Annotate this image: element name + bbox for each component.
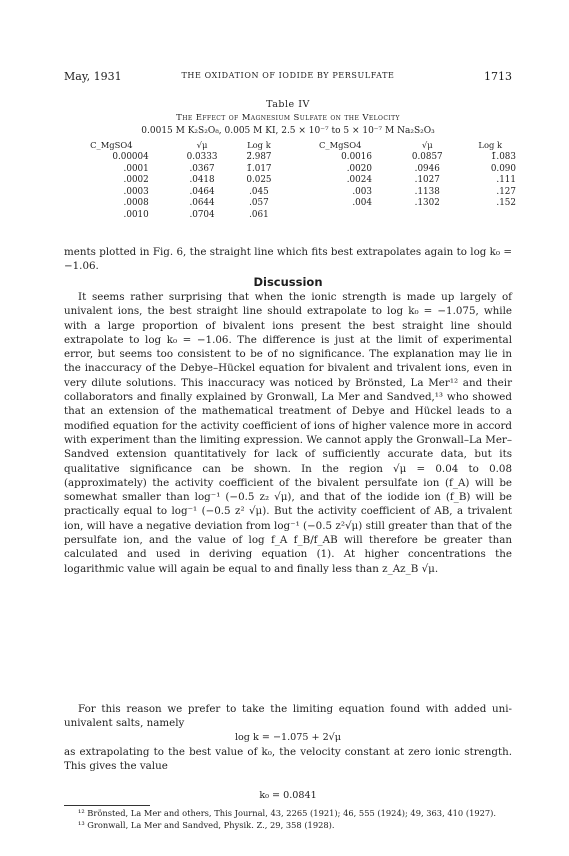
- col-header: √μ: [196, 140, 208, 151]
- table-cell: .0003: [123, 186, 149, 197]
- table-cell: .0001: [123, 163, 149, 174]
- table-row: [52, 164, 522, 176]
- table-cell: .0704: [189, 209, 215, 220]
- footnotes: [64, 808, 512, 832]
- table-cell: .0024: [346, 175, 372, 186]
- table-cell: .0010: [123, 209, 149, 220]
- table-cell: 0.00004: [112, 152, 149, 162]
- table-cell: [285, 210, 396, 222]
- table-cell: .057: [249, 198, 269, 209]
- table-cell: 2̄.987: [246, 152, 272, 162]
- table-label: Table IV: [266, 99, 310, 110]
- table-row: [52, 198, 522, 210]
- section-heading: Discussion: [253, 275, 323, 289]
- table-cell: .0418: [189, 175, 215, 186]
- col-header: C_MgSO4: [90, 140, 133, 151]
- table-cell: 0.0857: [411, 152, 443, 162]
- table-conditions: 0.0015 M K₂S₂O₈, 0.005 M KI, 2.5 × 10⁻⁷ to 5 × 10⁻⁷ M Na₂S₂O₃: [141, 126, 435, 136]
- equation-k0: k₀ = 0.0841: [259, 790, 317, 801]
- table-cell: .0644: [189, 198, 215, 209]
- table-cell: 0.025: [246, 175, 272, 186]
- table-cell: .0020: [346, 163, 372, 174]
- paragraph-continuation: ments plotted in Fig. 6, the straight line which fits best extrapolates again to log k₀ = −1.06.: [64, 246, 512, 273]
- table-cell: .0002: [123, 175, 149, 186]
- table-cell: .152: [496, 198, 516, 209]
- header-title: THE OXIDATION OF IODIDE BY PERSULFATE: [181, 71, 395, 80]
- table-cell: .0008: [123, 198, 149, 209]
- table-cell: .1138: [414, 186, 440, 197]
- table-row: [52, 210, 522, 222]
- col-header: √μ: [421, 140, 433, 151]
- data-table: [52, 140, 522, 222]
- col-header: Log k: [478, 140, 503, 151]
- table-row: [52, 187, 522, 199]
- paragraph-limiting-equation: For this reason we prefer to take the limiting equation found with added uni-univalent salts, namely: [64, 703, 512, 730]
- page-number: 1713: [484, 70, 512, 83]
- paragraph-extrapolation: as extrapolating to the best value of k₀, the velocity constant at zero ionic strength. This gives the value: [64, 746, 512, 773]
- equation-log-k: log k = −1.075 + 2√μ: [234, 732, 342, 743]
- table-cell: .127: [496, 186, 516, 197]
- table-cell: .061: [249, 209, 269, 220]
- table-cell: 1̄.083: [490, 152, 516, 162]
- table-cell: .0367: [189, 163, 215, 174]
- running-header: [64, 70, 512, 84]
- table-cell: .004: [352, 198, 372, 209]
- table-cell: 1̄.017: [246, 163, 272, 174]
- table-header-row: [52, 140, 522, 152]
- col-header: C_MgSO4: [319, 140, 362, 151]
- table-row: [52, 175, 522, 187]
- table-cell: 0.0016: [341, 152, 372, 162]
- table-cell: .1302: [414, 198, 440, 209]
- table-cell: [459, 210, 522, 222]
- table-cell: 0.0333: [186, 152, 218, 162]
- footnote-12: ¹² Brönsted, La Mer and others, This Journal, 43, 2265 (1921); 46, 555 (1924); 49, 363, 410 (1927).: [78, 808, 497, 818]
- table-cell: .1027: [414, 175, 440, 186]
- table-cell: .045: [249, 186, 269, 197]
- table-cell: .0946: [414, 163, 440, 174]
- table-cell: .111: [496, 175, 516, 186]
- footnote-rule: [64, 805, 150, 806]
- table-cell: .003: [352, 186, 372, 197]
- table-title: The Effect of Magnesium Sulfate on the Velocity: [176, 113, 400, 123]
- table-cell: .0464: [189, 186, 215, 197]
- table-row: [52, 152, 522, 164]
- header-date: May, 1931: [64, 70, 122, 83]
- table-cell: [396, 210, 459, 222]
- footnote-13: ¹³ Gronwall, La Mer and Sandved, Physik. Z., 29, 358 (1928).: [78, 819, 335, 830]
- col-header: Log k: [247, 140, 271, 151]
- table-cell: 0.090: [490, 163, 516, 174]
- paragraph-discussion: It seems rather surprising that when the ionic strength is made up largely of univalent ions, the best straight line should extrapolate to log k₀ = −1.075, while with a large proportion of bivalent ions present the best straight line should extrapolate to log k₀ = −1.06. The difference is just at the limit of experimental error, but seems too consistent to be of no significance. The explanation may lie in the inaccuracy of the Debye–Hückel equation for bivalent and trivalent ions, even in very dilute solutions. This inaccuracy was noticed by Brönsted, La Mer¹² and their collaborators and finally explained by Gronwall, La Mer and Sandved,¹³ who showed that an extension of the mathematical treatment of Debye and Hückel leads to a modified equation for the activity coefficient of ions of higher valence more in accord with experiment than the limiting expression. We cannot apply the Gronwall–La Mer–Sandved extension quantitatively for lack of sufficiently accurate data, but its qualitative significance can be shown. In the region √μ = 0.04 to 0.08 (approximately) the activity coefficient of the bivalent persulfate ion (f_A) will be somewhat smaller than log⁻¹ (−0.5 z₂ √μ), and that of the iodide ion (f_B) will be practically equal to log⁻¹ (−0.5 z² √μ). But the activity coefficient of AB, a trivalent ion, will have a negative deviation from log⁻¹ (−0.5 z²√μ) still greater than that of the persulfate ion, and the value of log f_A f_B/f_AB will therefore be greater than calculated and used in deriving equation (1). At higher concentrations the logarithmic value will again be equal to and finally less than z_Az_B √μ.: [64, 291, 512, 575]
